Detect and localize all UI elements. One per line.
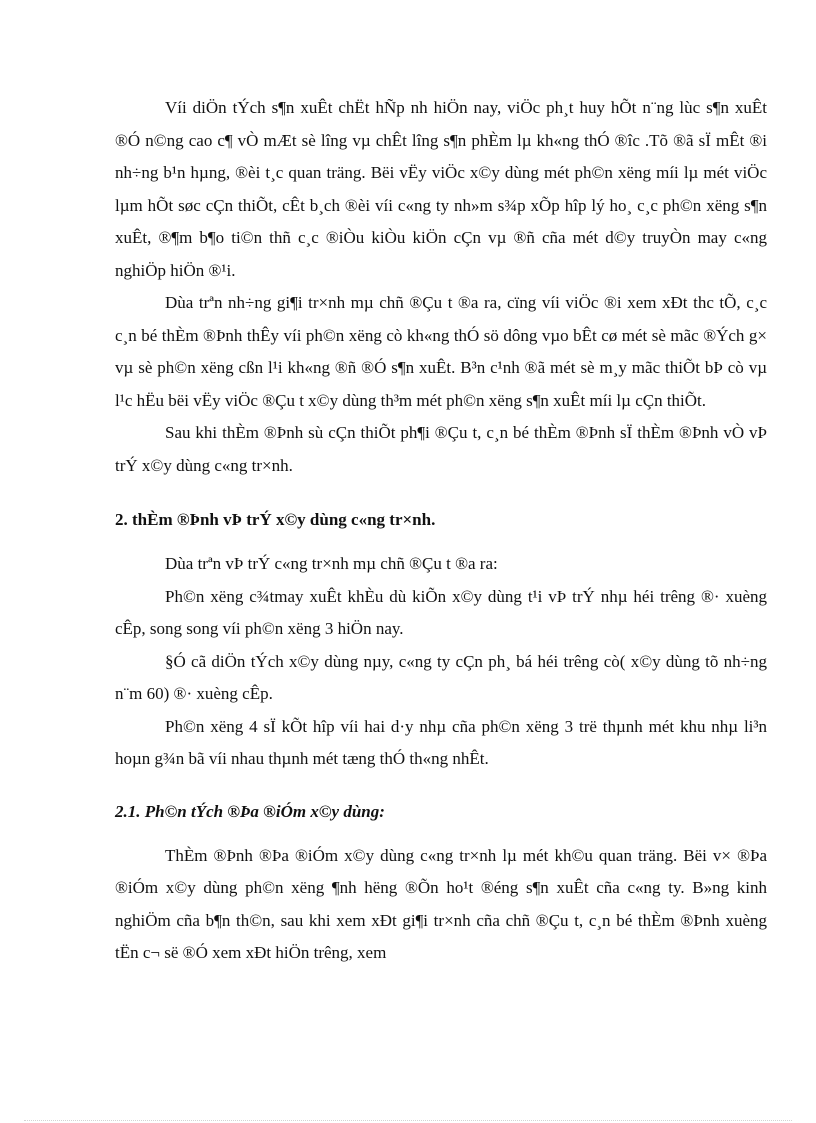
section-heading-2-1: 2.1. Ph©n tÝch ®Þa ®iÓm x©y dùng: <box>115 801 385 821</box>
paragraph-2-3: §Ó cã diÖn tÝch x©y dùng nµy, c«ng ty cÇn ph¸ bá héi trêng cò( x©y dùng tõ nh÷ng n¨m 60) ®· xuèng cÊp. <box>115 651 767 703</box>
paragraph-2-1: Dùa trªn vÞ trÝ c«ng tr×nh mµ chñ ®Çu t ®a ra: <box>165 554 498 573</box>
paragraph-2-2: Ph©n xëng c¾tmay xuÊt khÈu dù kiÕn x©y dùng t¹i vÞ trÝ nhµ héi trêng ®· xuèng cÊp, song song víi ph©n xëng 3 hiÖn nay. <box>115 586 767 638</box>
paragraph-intro-3: Sau khi thÈm ®Þnh sù cÇn thiÕt ph¶i ®Çu t, c¸n bé thÈm ®Þnh sÏ thÈm ®Þnh vÒ vÞ trÝ x©y dùng c«ng tr×nh. <box>115 423 767 475</box>
paragraph-intro-2: Dùa trªn nh÷ng gi¶i tr×nh mµ chñ ®Çu t ®a ra, cïng víi viÖc ®i xem xÐt thc tÕ, c¸c c¸n bé thÈm ®Þnh thÊy víi ph©n xëng cò kh«ng thÓ sö dông vµo bÊt cø mét sè mãc ®Ých g× vµ sè ph©n xëng cßn l¹i kh«ng ®ñ ®Ó s¶n xuÊt. B³n c¹nh ®ã mét sè m¸y mãc thiÕt bÞ cò vµ l¹c hËu bëi vËy viÖc ®Çu t x©y dùng th³m mét ph©n xëng s¶n xuÊt míi lµ cÇn thiÕt. <box>115 293 767 410</box>
paragraph-intro-1: Víi diÖn tÝch s¶n xuÊt chËt hÑp nh hiÖn nay, viÖc ph¸t huy hÕt n¨ng lùc s¶n xuÊt ®Ó n©ng cao c¶ vÒ mÆt sè lîng vµ chÊt lîng s¶n phÈm lµ kh«ng thÓ ®îc .Tõ ®ã sÏ mÊt ®i nh÷ng b¹n hµng, ®èi t¸c quan träng. Bëi vËy viÖc x©y dùng mét ph©n xëng míi lµ mét viÖc lµm hÕt søc cÇn thiÕt, cÊt b¸ch ®èi víi c«ng ty nh»m s¾p xÕp hîp lý ho¸ c¸c ph©n xëng s¶n xuÊt, ®¶m b¶o ti©n thñ c¸c ®iÒu kiÒu kiÖn cÇn vµ ®ñ cña mét d©y truyÒn may c«ng nghiÖp hiÖn ®¹i. <box>115 98 767 280</box>
paragraph-2-1-1: ThÈm ®Þnh ®Þa ®iÓm x©y dùng c«ng tr×nh lµ mét kh©u quan träng. Bëi v× ®Þa ®iÓm x©y dùng ph©n xëng ¶nh hëng ®Õn ho¹t ®éng s¶n xuÊt cña c«ng ty. B»ng kinh nghiÖm cña b¶n th©n, sau khi xem xÐt gi¶i tr×nh cña chñ ®Çu t, c¸n bé thÈm ®Þnh xuèng tËn c¬ së ®Ó xem xÐt hiÖn trêng, xem <box>115 845 767 962</box>
paragraph-2-4: Ph©n xëng 4 sÏ kÕt hîp víi hai d·y nhµ cña ph©n xëng 3 trë thµnh mét khu nhµ li³n hoµn g¾n bã víi nhau thµnh mét tæng thÓ th«ng nhÊt. <box>115 716 767 768</box>
page-bottom-divider <box>24 1120 792 1121</box>
document-page <box>115 92 767 970</box>
section-heading-2: 2. thÈm ®Þnh vÞ trÝ x©y dùng c«ng tr×nh. <box>115 510 436 529</box>
